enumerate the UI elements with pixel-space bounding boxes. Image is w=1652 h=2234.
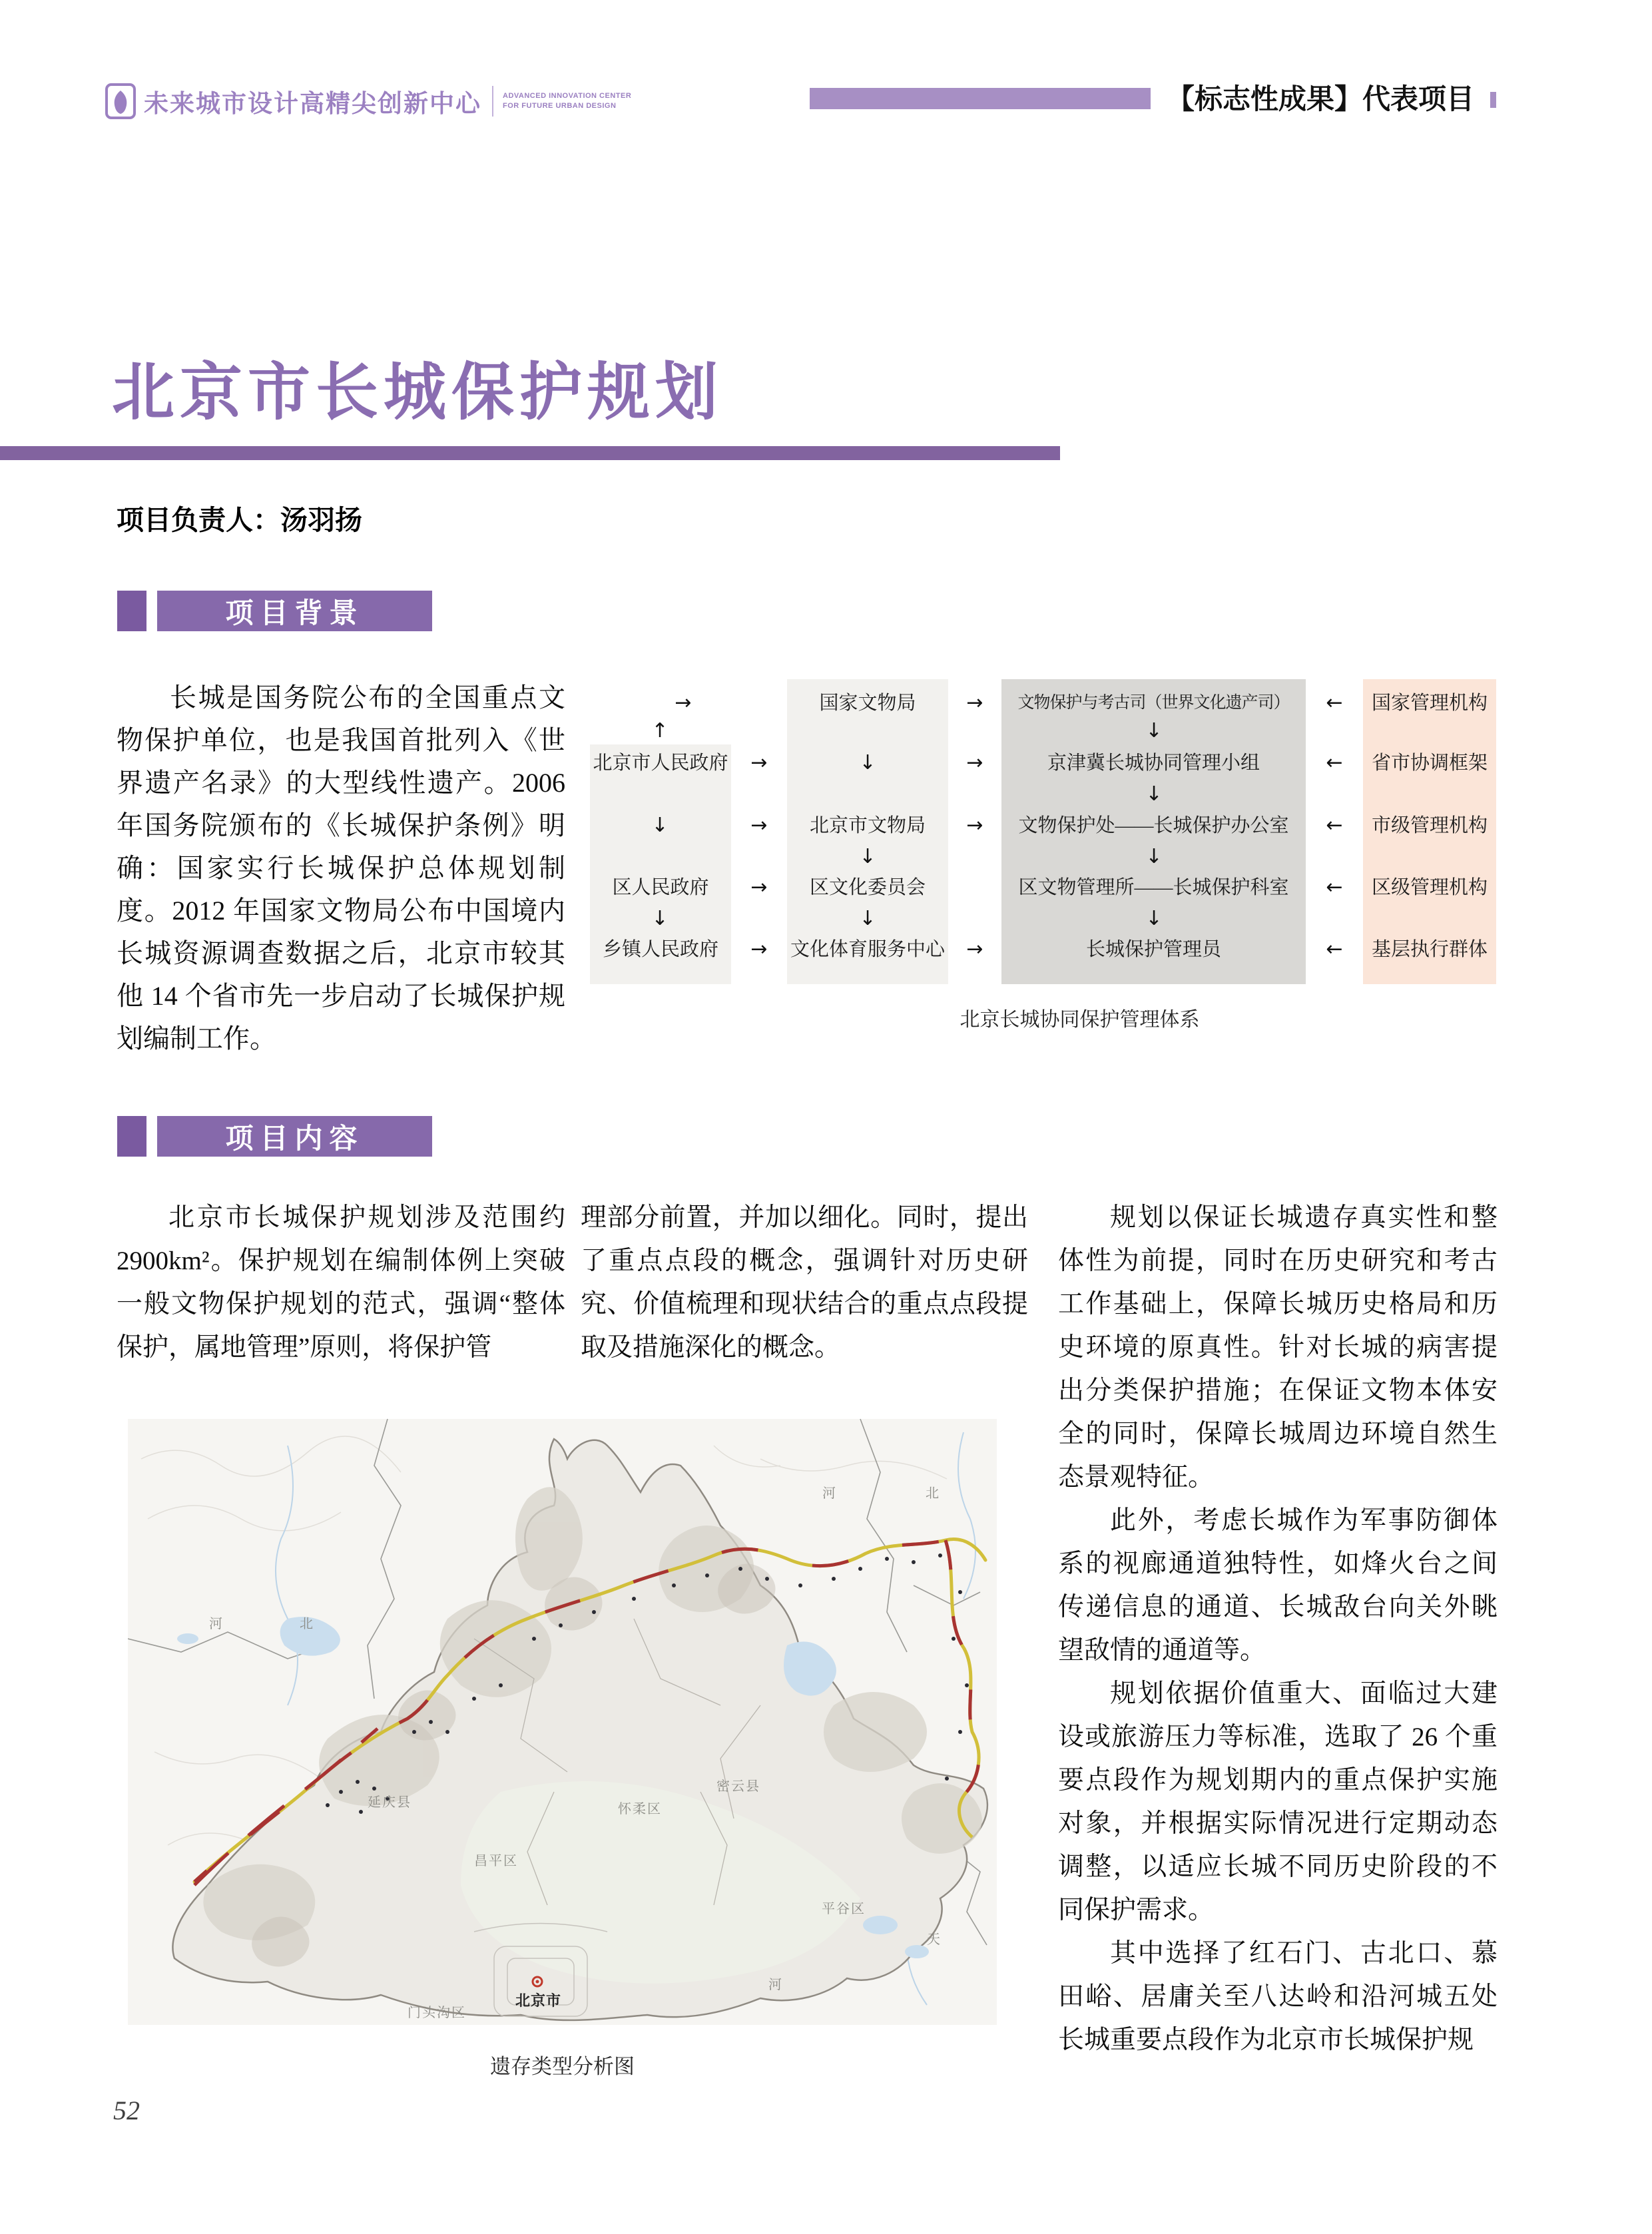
content-column-3	[1058, 1196, 1498, 2062]
arrow-right-icon: →	[750, 938, 768, 961]
content-paragraph: 其中选择了红石门、古北口、慕田峪、居庸关至八达岭和沿河城五处长城重要点段作为北京市长城保护规	[1058, 1939, 1498, 2054]
diagram-node: 文物保护处——长城保护办公室	[1018, 815, 1289, 836]
page-title: 北京市长城保护规划	[112, 356, 724, 427]
diagram-node: 市级管理机构	[1371, 815, 1488, 836]
diagram-caption: 北京长城协同保护管理体系	[960, 1009, 1200, 1031]
logo-divider	[492, 86, 493, 117]
map-label: 北	[926, 1486, 943, 1501]
diagram-node: 省市协调框架	[1371, 752, 1488, 774]
content-paragraph: 规划依据价值重大、面临过大建设或旅游压力等标准，选取了 26 个重要点段作为规划期内的重点保护实施对象，并根据实际情况进行定期动态调整，以适应长城不同历史阶段的不同保护需求。	[1058, 1679, 1498, 1924]
header-section-tag: 【标志性成果】代表项目	[1167, 83, 1475, 115]
relic-type-map	[128, 1418, 997, 2026]
map-label: 天	[927, 1932, 944, 1947]
arrow-left-icon: ←	[1326, 876, 1343, 899]
map-label: 密云县	[716, 1779, 760, 1794]
map-caption: 遗存类型分析图	[490, 2055, 635, 2078]
map-label: 怀柔区	[618, 1802, 662, 1816]
arrow-down-icon: ↓	[1145, 719, 1163, 742]
content-column-1: 北京市长城保护规划涉及范围约 2900km²。保护规划在编制体例上突破一般文物保护规划的范式，强调“整体保护，属地管理”原则，将保护管	[117, 1203, 565, 1362]
arrow-left-icon: ←	[1326, 938, 1343, 961]
arrow-up-icon: ↑	[651, 719, 669, 742]
content-column-2: 理部分前置，并加以细化。同时，提出了重点点段的概念，强调针对历史研究、价值梳理和现状结合的重点点段提取及措施深化的概念。	[581, 1203, 1028, 1362]
project-lead: 项目负责人：汤羽扬	[117, 505, 362, 535]
header-accent-bar	[810, 88, 1151, 109]
arrow-right-icon: →	[750, 751, 768, 774]
background-paragraph: 长城是国务院公布的全国重点文物保护单位，也是我国首批列入《世界遗产名录》的大型线性遗产。2006 年国务院颁布的《长城保护条例》明确：国家实行长城保护总体规划制度。2012 年国家文物局公布中国境内长城资源调查数据之后，北京市较其他 14 个省市先一步启动了长城保护规划编制工作。	[117, 683, 565, 1053]
diagram-node: 长城保护管理员	[1085, 939, 1221, 960]
arrow-right-icon: →	[675, 691, 692, 714]
arrow-down-icon: ↓	[859, 845, 876, 868]
map-label: 河	[768, 1978, 786, 1992]
map-label: 北	[300, 1617, 317, 1631]
diagram-node: 文化体育服务中心	[790, 939, 945, 960]
page-number: 52	[113, 2095, 140, 2125]
arrow-down-icon: ↓	[651, 814, 669, 837]
arrow-right-icon: →	[966, 751, 983, 774]
arrow-left-icon: ←	[1326, 691, 1343, 714]
section-header-background	[157, 591, 432, 631]
arrow-down-icon: ↓	[1145, 845, 1163, 868]
arrow-down-icon: ↓	[1145, 907, 1163, 930]
section-heading-content: 项目内容	[225, 1122, 364, 1154]
map-label: 延庆县	[368, 1795, 412, 1810]
logo-en-line1: ADVANCED INNOVATION CENTER	[503, 92, 632, 100]
diagram-node: 京津冀长城协同管理小组	[1047, 752, 1260, 774]
arrow-right-icon: →	[966, 938, 983, 961]
logo-name-en	[503, 91, 631, 111]
map-label: 河	[822, 1486, 840, 1501]
arrow-down-icon: ↓	[859, 907, 876, 930]
arrow-right-icon: →	[750, 876, 768, 899]
arrow-down-icon: ↓	[651, 907, 669, 930]
arrow-right-icon: →	[966, 691, 983, 714]
management-diagram	[590, 679, 1498, 1042]
arrow-right-icon: →	[966, 814, 983, 837]
map-graphic	[128, 1418, 997, 2026]
arrow-down-icon: ↓	[859, 751, 876, 774]
section-header-content	[157, 1116, 432, 1157]
diagram-node: 基层执行群体	[1371, 939, 1488, 960]
arrow-right-icon: →	[750, 814, 768, 837]
diagram-node: 区文化委员会	[809, 877, 926, 898]
header-tick-mark	[1490, 92, 1496, 108]
map-label: 门头沟区	[408, 2006, 466, 2020]
diagram-node: 区文物管理所——长城保护科室	[1018, 877, 1289, 898]
diagram-node: 区级管理机构	[1371, 877, 1488, 898]
diagram-node: 国家管理机构	[1371, 693, 1488, 714]
title-rule	[0, 446, 1060, 460]
section-heading-background: 项目背景	[225, 597, 364, 629]
diagram-node: 文物保护与考古司（世界文化遗产司）	[1017, 694, 1290, 712]
map-label: 平谷区	[822, 1902, 866, 1916]
arrow-down-icon: ↓	[1145, 782, 1163, 806]
diagram-node: 乡镇人民政府	[602, 939, 718, 960]
section-square-content	[117, 1116, 146, 1157]
logo-en-line2: FOR FUTURE URBAN DESIGN	[503, 102, 617, 110]
org-logo	[105, 75, 631, 128]
content-paragraph: 规划以保证长城遗存真实性和整体性为前提，同时在历史研究和考古工作基础上，保障长城历史格局和历史环境的原真性。针对长城的病害提出分类保护措施；在保证文物本体安全的同时，保障长城周边环境自然生态景观特征。	[1058, 1203, 1498, 1492]
diagram-node: 北京市人民政府	[593, 752, 728, 774]
content-paragraph: 此外，考虑长城作为军事防御体系的视廊通道独特性，如烽火台之间传递信息的通道、长城敌台向关外眺望敌情的通道等。	[1058, 1506, 1498, 1665]
map-label: 昌平区	[474, 1854, 518, 1868]
logo-leaf-icon	[105, 82, 136, 121]
arrow-left-icon: ←	[1326, 814, 1343, 837]
diagram-node: 区人民政府	[612, 877, 709, 898]
section-square-background	[117, 591, 146, 631]
diagram-node: 北京市文物局	[809, 815, 926, 836]
logo-name-zh: 未来城市设计高精尖创新中心	[144, 90, 481, 117]
map-label: 河	[209, 1617, 226, 1631]
arrow-left-icon: ←	[1326, 751, 1343, 774]
diagram-node: 国家文物局	[819, 693, 916, 714]
map-label-city: 北京市	[515, 1992, 562, 2009]
